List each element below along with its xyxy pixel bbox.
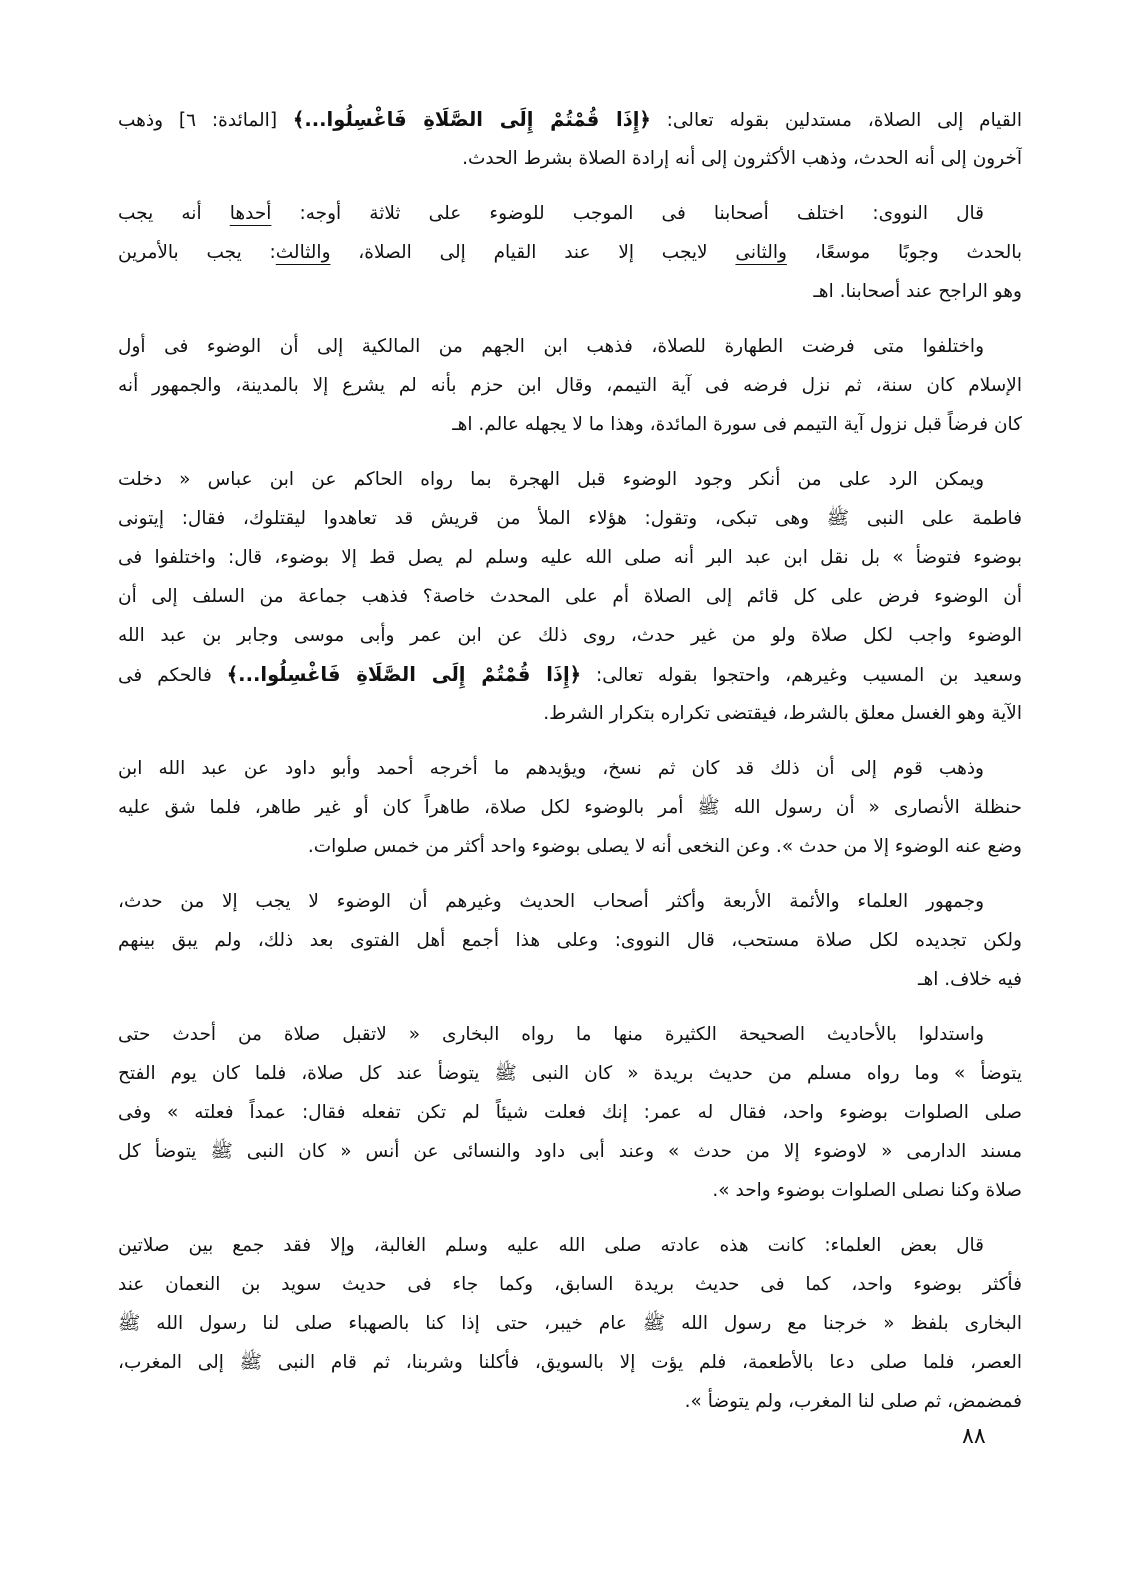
- quran-verse: ﴿إِذَا قُمْتُمْ إِلَى الصَّلَاةِ فَاغْسِلُوا...﴾: [292, 108, 651, 131]
- page-body: [118, 100, 1022, 1437]
- text-line: ويمكن الرد على من أنكر وجود الوضوء قبل الهجرة بما رواه الحاكم عن ابن عباس « دخلت: [118, 469, 984, 490]
- text-line: الوضوء واجب لكل صلاة ولو من غير حدث، روى ذلك عن ابن عمر وأبى موسى وجابر بن عبد الله: [118, 625, 1022, 646]
- text-line: وهو الراجح عند أصحابنا. اهـ: [813, 281, 1022, 302]
- quran-verse: ﴿إِذَا قُمْتُمْ إِلَى الصَّلَاةِ فَاغْسِلُوا...﴾: [226, 663, 582, 686]
- text-segment: أنه يجب: [118, 203, 230, 224]
- text-line: [118, 233, 1022, 272]
- text-line: صلاة وكنا نصلى الصلوات بوضوء واحد ».: [712, 1180, 1022, 1201]
- paragraph: [118, 882, 1022, 999]
- text-line: [118, 655, 1022, 694]
- paragraph: [118, 327, 1022, 444]
- text-line: واختلفوا متى فرضت الطهارة للصلاة، فذهب ابن الجهم من المالكية إلى أن الوضوء فى أول: [118, 336, 984, 357]
- paragraph: [118, 194, 1022, 311]
- paragraph: [118, 100, 1022, 178]
- text-line: آخرون إلى أنه الحدث، وذهب الأكثرون إلى أنه إرادة الصلاة بشرط الحدث.: [462, 148, 1022, 169]
- text-segment: فالحكم فى: [118, 665, 227, 686]
- text-line: فاطمة على النبى ﷺ وهى تبكى، وتقول: هؤلاء الملأ من قريش قد تعاهدوا ليقتلوك، فقال: إيتونى: [118, 508, 1022, 529]
- text-line: الآية وهو الغسل معلق بالشرط، فيقتضى تكراره بتكرار الشرط.: [543, 703, 1022, 724]
- text-line: فأكثر بوضوء واحد، كما فى حديث بريدة السابق، وكما جاء فى حديث سويد بن النعمان عند: [118, 1274, 1022, 1295]
- text-segment: قال النووى: اختلف أصحابنا فى الموجب للوضوء على ثلاثة أوجه:: [271, 203, 984, 224]
- text-line: قال بعض العلماء: كانت هذه عادته صلى الله عليه وسلم الغالبة، وإلا فقد جمع بين صلاتين: [118, 1235, 984, 1256]
- text-segment: بالحدث وجوبًا موسعًا،: [786, 242, 1022, 263]
- text-line: فمضمض، ثم صلى لنا المغرب، ولم يتوضأ ».: [684, 1391, 1022, 1412]
- text-segment: : يجب بالأمرين: [118, 242, 276, 263]
- text-line: بوضوء فتوضأ » بل نقل ابن عبد البر أنه صلى الله عليه وسلم لم يصل قط إلا بوضوء، قال: واختلفوا فى: [118, 547, 1022, 568]
- text-line: ولكن تجديده لكل صلاة مستحب، قال النووى: وعلى هذا أجمع أهل الفتوى بعد ذلك، ولم يبق بينهم: [118, 930, 1022, 951]
- page-number: ٨٨: [962, 1424, 986, 1449]
- text-line: كان فرضاً قبل نزول آية التيمم فى سورة المائدة، وهذا ما لا يجهله عالم. اهـ: [452, 414, 1022, 435]
- paragraph: [118, 460, 1022, 733]
- text-line: فيه خلاف. اهـ: [918, 969, 1022, 990]
- text-segment: وسعيد بن المسيب وغيرهم، واحتجوا بقوله تعالى:: [581, 665, 1022, 686]
- text-line: واستدلوا بالأحاديث الصحيحة الكثيرة منها ما رواه البخارى « لاتقبل صلاة من أحدث حتى: [118, 1024, 984, 1045]
- text-line: أن الوضوء فرض على كل قائم إلى الصلاة أم على المحدث خاصة؟ فذهب جماعة من السلف إلى أن: [118, 586, 1022, 607]
- text-segment: القيام إلى الصلاة، مستدلين بقوله تعالى:: [650, 110, 1022, 131]
- text-line: وضع عنه الوضوء إلا من حدث ». وعن النخعى أنه لا يصلى بوضوء واحد أكثر من خمس صلوات.: [307, 836, 1022, 857]
- text-line: البخارى بلفظ « خرجنا مع رسول الله ﷺ عام خيبر، حتى إذا كنا بالصهباء صلى لنا رسول الله ﷺ: [118, 1313, 1022, 1334]
- text-line: يتوضأ » وما رواه مسلم من حديث بريدة « كان النبى ﷺ يتوضأ عند كل صلاة، فلما كان يوم الفتح: [118, 1063, 1022, 1084]
- text-segment: لايجب إلا عند القيام إلى الصلاة،: [330, 242, 736, 263]
- paragraph: [118, 1015, 1022, 1210]
- text-line: [118, 100, 1022, 139]
- text-line: وذهب قوم إلى أن ذلك قد كان ثم نسخ، ويؤيدهم ما أخرجه أحمد وأبو داود عن عبد الله ابن: [118, 758, 984, 779]
- text-segment: [المائدة: ٦] وذهب: [118, 110, 293, 131]
- text-line: صلى الصلوات بوضوء واحد، فقال له عمر: إنك فعلت شيئاً لم تكن تفعله فقال: عمداً فعلته » وفى: [118, 1102, 1022, 1123]
- text-line: مسند الدارمى « لاوضوء إلا من حدث » وعند أبى داود والنسائى عن أنس « كان النبى ﷺ يتوضأ كل: [118, 1141, 1022, 1162]
- text-line: حنظلة الأنصارى « أن رسول الله ﷺ أمر بالوضوء لكل صلاة، طاهراً كان أو غير طاهر، فلما شق عليه: [118, 797, 1022, 818]
- text-line: العصر، فلما صلى دعا بالأطعمة، فلم يؤت إلا بالسويق، فأكلنا وشربنا، ثم قام النبى ﷺ إلى المغرب،: [118, 1352, 1022, 1373]
- paragraph: [118, 749, 1022, 866]
- underlined-term: والثالث: [275, 242, 331, 263]
- text-line: [118, 194, 1022, 233]
- text-line: وجمهور العلماء والأئمة الأربعة وأكثر أصحاب الحديث وغيرهم أن الوضوء لا يجب إلا من حدث،: [118, 891, 984, 912]
- underlined-term: والثانى: [735, 242, 787, 263]
- paragraph: [118, 1226, 1022, 1421]
- text-line: الإسلام كان سنة، ثم نزل فرضه فى آية التيمم، وقال ابن حزم بأنه لم يشرع إلا بالمدينة، والجمهور أنه: [118, 375, 1022, 396]
- underlined-term: أحدها: [229, 203, 272, 224]
